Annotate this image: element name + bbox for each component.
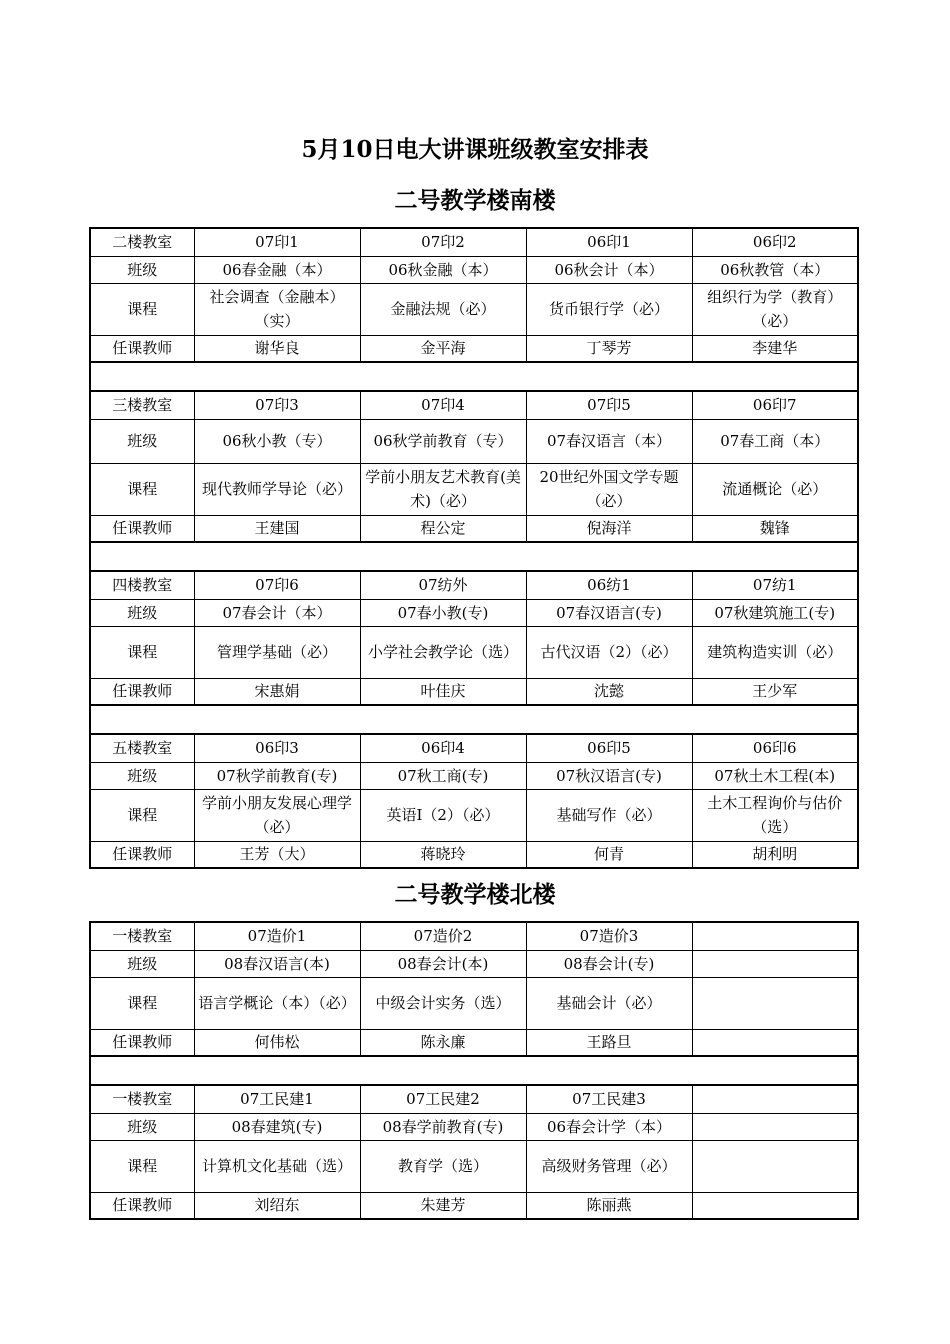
- table-row: [90, 734, 858, 762]
- room-header-cell: 二楼教室: [90, 228, 194, 256]
- class-cell: 06秋教管（本）: [692, 256, 858, 283]
- teacher-header-cell: 任课教师: [90, 841, 194, 868]
- room-header-cell: 三楼教室: [90, 391, 194, 419]
- teacher-cell: 宋惠娟: [194, 678, 360, 705]
- course-cell: 英语Ⅰ（2）（必）: [360, 789, 526, 841]
- teacher-cell: 王芳（大）: [194, 841, 360, 868]
- class-cell: 08春会计(专): [526, 950, 692, 977]
- teacher-cell: 朱建芳: [360, 1192, 526, 1219]
- room-cell: 06纺1: [526, 571, 692, 599]
- teacher-cell: 金平海: [360, 335, 526, 362]
- teacher-cell: 丁琴芳: [526, 335, 692, 362]
- table-row: [90, 515, 858, 542]
- course-cell: 小学社会教学论（选）: [360, 626, 526, 678]
- room-cell: 07工民建1: [194, 1085, 360, 1113]
- room-cell: 06印4: [360, 734, 526, 762]
- teacher-cell: 何青: [526, 841, 692, 868]
- room-cell: 06印5: [526, 734, 692, 762]
- room-cell: 07工民建3: [526, 1085, 692, 1113]
- class-cell: 07春汉语言(专): [526, 599, 692, 626]
- table-row: [90, 335, 858, 362]
- course-cell: 20世纪外国文学专题（必）: [526, 463, 692, 515]
- course-cell: 金融法规（必）: [360, 283, 526, 335]
- document-title: 5月10日电大讲课班级教室安排表: [301, 136, 649, 163]
- course-cell: 高级财务管理（必）: [526, 1140, 692, 1192]
- room-header-cell: 五楼教室: [90, 734, 194, 762]
- room-cell: 07印1: [194, 228, 360, 256]
- spacer-row: [90, 705, 858, 734]
- teacher-cell: 谢华良: [194, 335, 360, 362]
- room-header-cell: 四楼教室: [90, 571, 194, 599]
- room-cell: 07印6: [194, 571, 360, 599]
- course-cell: 学前小朋友艺术教育(美术)（必）: [360, 463, 526, 515]
- teacher-cell: 王少军: [692, 678, 858, 705]
- room-cell: 07造价3: [526, 922, 692, 950]
- teacher-header-cell: 任课教师: [90, 1029, 194, 1056]
- course-header-cell: 课程: [90, 977, 194, 1029]
- table-row: [90, 1140, 858, 1192]
- course-cell: 建筑构造实训（必）: [692, 626, 858, 678]
- class-cell: 08春建筑(专): [194, 1113, 360, 1140]
- class-cell: 08春会计(本): [360, 950, 526, 977]
- room-cell: 07印5: [526, 391, 692, 419]
- teacher-cell: 魏锋: [692, 515, 858, 542]
- room-cell: 07造价2: [360, 922, 526, 950]
- section-heading-south: 二号教学楼南楼: [394, 187, 556, 214]
- class-cell: 07秋汉语言(专): [526, 762, 692, 789]
- table-row: [90, 1029, 858, 1056]
- course-header-cell: 课程: [90, 1140, 194, 1192]
- table-row: [90, 922, 858, 950]
- spacer-row: [90, 542, 858, 571]
- room-cell: [692, 922, 858, 950]
- course-cell: [692, 977, 858, 1029]
- class-cell: 07秋学前教育(专): [194, 762, 360, 789]
- teacher-header-cell: 任课教师: [90, 515, 194, 542]
- class-cell: 06春金融（本）: [194, 256, 360, 283]
- class-cell: 07秋建筑施工(专): [692, 599, 858, 626]
- table-row: [90, 762, 858, 789]
- section-heading-north: 二号教学楼北楼: [394, 881, 556, 908]
- class-cell: 07春工商（本）: [692, 419, 858, 463]
- room-cell: 06印2: [692, 228, 858, 256]
- teacher-cell: 王建国: [194, 515, 360, 542]
- course-cell: [692, 1140, 858, 1192]
- table-row: [90, 419, 858, 463]
- room-cell: 06印3: [194, 734, 360, 762]
- room-cell: 07印4: [360, 391, 526, 419]
- teacher-header-cell: 任课教师: [90, 335, 194, 362]
- teacher-cell: 陈丽燕: [526, 1192, 692, 1219]
- class-cell: 08春汉语言(本): [194, 950, 360, 977]
- course-cell: 古代汉语（2）（必）: [526, 626, 692, 678]
- table-row: [90, 841, 858, 868]
- course-header-cell: 课程: [90, 463, 194, 515]
- table-row: [90, 283, 858, 335]
- class-header-cell: 班级: [90, 256, 194, 283]
- teacher-header-cell: 任课教师: [90, 1192, 194, 1219]
- schedule-table-south: [89, 227, 859, 869]
- room-header-cell: 一楼教室: [90, 1085, 194, 1113]
- course-cell: 组织行为学（教育）（必）: [692, 283, 858, 335]
- class-header-cell: 班级: [90, 950, 194, 977]
- table-row: [90, 1085, 858, 1113]
- teacher-header-cell: 任课教师: [90, 678, 194, 705]
- course-header-cell: 课程: [90, 626, 194, 678]
- room-cell: 07纺1: [692, 571, 858, 599]
- teacher-cell: 胡利明: [692, 841, 858, 868]
- course-cell: 基础会计（必）: [526, 977, 692, 1029]
- table-row: [90, 599, 858, 626]
- class-header-cell: 班级: [90, 762, 194, 789]
- course-cell: 社会调查（金融本）（实）: [194, 283, 360, 335]
- course-cell: 教育学（选）: [360, 1140, 526, 1192]
- course-cell: 货币银行学（必）: [526, 283, 692, 335]
- class-cell: 06秋学前教育（专）: [360, 419, 526, 463]
- room-cell: 06印7: [692, 391, 858, 419]
- class-cell: 07春会计（本）: [194, 599, 360, 626]
- course-cell: 基础写作（必）: [526, 789, 692, 841]
- teacher-cell: [692, 1192, 858, 1219]
- table-row: [90, 678, 858, 705]
- table-row: [90, 228, 858, 256]
- room-cell: 07造价1: [194, 922, 360, 950]
- table-row: [90, 391, 858, 419]
- class-cell: [692, 950, 858, 977]
- course-cell: 计算机文化基础（选）: [194, 1140, 360, 1192]
- class-cell: 07春小教(专): [360, 599, 526, 626]
- teacher-cell: 刘绍东: [194, 1192, 360, 1219]
- table-row: [90, 1192, 858, 1219]
- room-cell: 06印1: [526, 228, 692, 256]
- table-row: [90, 1113, 858, 1140]
- room-cell: 07纺外: [360, 571, 526, 599]
- class-cell: 06秋小教（专）: [194, 419, 360, 463]
- room-cell: 06印6: [692, 734, 858, 762]
- table-row: [90, 626, 858, 678]
- class-cell: [692, 1113, 858, 1140]
- teacher-cell: [692, 1029, 858, 1056]
- course-cell: 管理学基础（必）: [194, 626, 360, 678]
- table-row: [90, 789, 858, 841]
- course-cell: 中级会计实务（选）: [360, 977, 526, 1029]
- spacer-row: [90, 1056, 858, 1085]
- course-cell: 现代教师学导论（必）: [194, 463, 360, 515]
- teacher-cell: 沈懿: [526, 678, 692, 705]
- class-cell: 07秋工商(专): [360, 762, 526, 789]
- class-cell: 07秋土木工程(本): [692, 762, 858, 789]
- teacher-cell: 王路旦: [526, 1029, 692, 1056]
- table-row: [90, 950, 858, 977]
- course-header-cell: 课程: [90, 789, 194, 841]
- teacher-cell: 何伟松: [194, 1029, 360, 1056]
- table-row: [90, 463, 858, 515]
- class-cell: 08春学前教育(专): [360, 1113, 526, 1140]
- room-cell: 07印3: [194, 391, 360, 419]
- table-row: [90, 977, 858, 1029]
- course-cell: 语言学概论（本）（必）: [194, 977, 360, 1029]
- room-header-cell: 一楼教室: [90, 922, 194, 950]
- class-cell: 06秋金融（本）: [360, 256, 526, 283]
- class-cell: 07春汉语言（本）: [526, 419, 692, 463]
- spacer-row: [90, 362, 858, 391]
- room-cell: [692, 1085, 858, 1113]
- class-header-cell: 班级: [90, 419, 194, 463]
- teacher-cell: 程公定: [360, 515, 526, 542]
- teacher-cell: 叶佳庆: [360, 678, 526, 705]
- teacher-cell: 陈永廉: [360, 1029, 526, 1056]
- teacher-cell: 蒋晓玲: [360, 841, 526, 868]
- course-header-cell: 课程: [90, 283, 194, 335]
- room-cell: 07印2: [360, 228, 526, 256]
- course-cell: 土木工程询价与估价（选）: [692, 789, 858, 841]
- room-cell: 07工民建2: [360, 1085, 526, 1113]
- teacher-cell: 倪海洋: [526, 515, 692, 542]
- course-cell: 流通概论（必）: [692, 463, 858, 515]
- class-cell: 06秋会计（本）: [526, 256, 692, 283]
- class-header-cell: 班级: [90, 599, 194, 626]
- teacher-cell: 李建华: [692, 335, 858, 362]
- table-row: [90, 256, 858, 283]
- course-cell: 学前小朋友发展心理学（必）: [194, 789, 360, 841]
- schedule-table-north: [89, 921, 859, 1220]
- table-row: [90, 571, 858, 599]
- class-cell: 06春会计学（本）: [526, 1113, 692, 1140]
- class-header-cell: 班级: [90, 1113, 194, 1140]
